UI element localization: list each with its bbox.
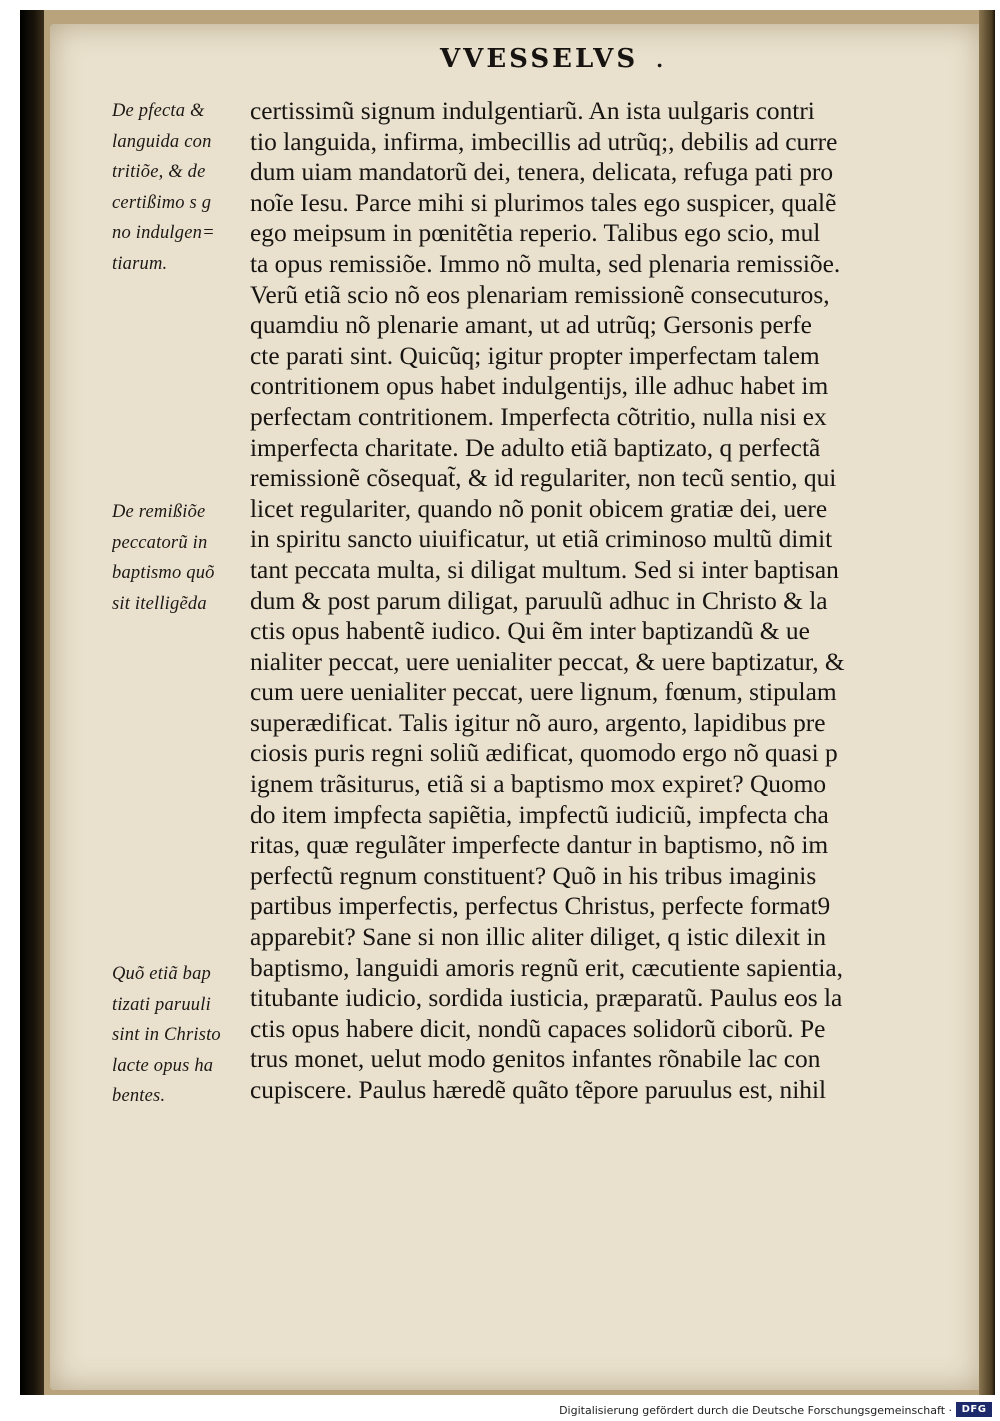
margin-note-remissio	[112, 497, 252, 619]
text-line: ritas, quæ regulãter imperfecte dantur in baptismo, nõ im	[250, 831, 829, 860]
text-line: ciosis puris regni soliũ ædificat, quomodo ergo nõ quasi p	[250, 739, 838, 768]
text-line: perfectũ regnum constituent? Quõ in his tribus imaginis	[250, 861, 817, 890]
text-line: trus monet, uelut modo genitos infantes rõnabile lac con	[250, 1045, 821, 1074]
text-line: noĩe Iesu. Parce mihi si plurimos tales ego suspicer, qualẽ	[250, 188, 837, 217]
margin-note-perfecta	[112, 96, 252, 280]
text-line: certissimũ signum indulgentiarũ. An ista uulgaris contri	[250, 97, 815, 125]
text-line: tant peccata multa, si diligat multum. Sed si inter baptisan	[250, 555, 839, 584]
running-head-mark: .	[656, 48, 667, 72]
text-line: quamdiu nõ plenarie amant, ut ad utrũq; Gersonis perfe	[250, 311, 812, 340]
text-line: cum uere uenialiter peccat, uere lignum, fœnum, stipulam	[250, 678, 837, 707]
text-line: ctis opus habentẽ iudico. Qui ẽm inter baptizandũ & ue	[250, 617, 810, 646]
text-line: perfectam contritionem. Imperfecta cõtritio, nulla nisi ex	[250, 402, 827, 431]
text-line: in spiritu sancto uiuificatur, ut etiã criminoso multũ dimit	[250, 525, 833, 554]
margin-note-line: certißimo s g	[112, 192, 212, 213]
margin-note-line: tritiõe, & de	[112, 162, 206, 183]
text-line: contritionem opus habet indulgentijs, ille adhuc habet im	[250, 372, 829, 401]
text-line: titubante iudicio, sordida iusticia, præparatũ. Paulus eos la	[250, 984, 843, 1013]
text-line: ego meipsum in pœnitẽtia reperio. Talibus ego scio, mul	[250, 219, 821, 248]
margin-note-baptizati	[112, 959, 252, 1112]
margin-note-line: tiarum.	[112, 253, 168, 274]
binding-shadow	[20, 10, 44, 1395]
dfg-logo: DFG	[956, 1402, 992, 1417]
page-edge	[979, 10, 995, 1395]
running-head-title: VVESSELVS	[440, 44, 639, 74]
text-line: Verũ etiã scio nõ eos plenariam remissionẽ consecuturos,	[250, 280, 830, 309]
text-line: ta opus remissiõe. Immo nõ multa, sed plenaria remissiõe.	[250, 249, 841, 278]
text-line: apparebit? Sane si non illic aliter diliget, q istic dilexit in	[250, 923, 827, 952]
text-line: remissionẽ cõsequat̃, & id regulariter, non tecũ sentio, qui	[250, 464, 837, 493]
text-line: nialiter peccat, uere uenialiter peccat, & uere baptizatur, &	[250, 647, 845, 676]
text-line: imperfecta charitate. De adulto etiã baptizato, q perfectã	[250, 433, 821, 462]
text-line: ctis opus habere dicit, nondũ capaces solidorũ ciborũ. Pe	[250, 1014, 826, 1043]
margin-note-line: peccatorũ in	[112, 532, 208, 553]
text-line: superædificat. Talis igitur nõ auro, argento, lapidibus pre	[250, 708, 826, 737]
text-line: dum & post parum diligat, paruulũ adhuc in Christo & la	[250, 586, 828, 615]
text-line: baptismo, languidi amoris regnũ erit, cæcutiente sapientia,	[250, 953, 843, 982]
margin-note-line: sit itelligẽda	[112, 593, 207, 614]
funding-credit: Digitalisierung gefördert durch die Deutsche Forschungsgemeinschaft ·	[559, 1404, 952, 1417]
text-line: tio languida, infirma, imbecillis ad utrũq;, debilis ad curre	[250, 127, 838, 156]
margin-note-line: De pfecta &	[112, 101, 205, 121]
text-line: cupiscere. Paulus hæredẽ quãto tẽpore paruulus est, nihil	[250, 1076, 827, 1104]
margin-note-line: lacte opus ha	[112, 1055, 214, 1076]
body-text	[250, 96, 940, 1106]
text-line: do item impfecta sapiẽtia, impfectũ iudiciũ, impfecta cha	[250, 800, 829, 829]
footer-bar	[0, 1399, 1000, 1421]
text-line: licet regulariter, quando nõ ponit obicem gratiæ dei, uere	[250, 494, 828, 523]
margin-note-line: De remißiõe	[112, 502, 206, 522]
margin-note-line: sint in Christo	[112, 1025, 221, 1046]
margin-note-line: languida con	[112, 131, 212, 152]
text-line: ignem trãsiturus, etiã si a baptismo mox expiret? Quomo	[250, 770, 827, 799]
margin-note-line: bentes.	[112, 1086, 166, 1107]
text-line: partibus imperfectis, perfectus Christus, perfecte format9	[250, 892, 831, 921]
margin-note-line: no indulgen=	[112, 223, 215, 244]
margin-note-line: baptismo quõ	[112, 563, 215, 584]
running-head	[440, 44, 740, 74]
text-line: cte parati sint. Quicũq; igitur propter imperfectam talem	[250, 341, 820, 370]
margin-note-line: tizati paruuli	[112, 994, 211, 1015]
margin-note-line: Quõ etiã bap	[112, 964, 212, 984]
text-line: dum uiam mandatorũ dei, tenera, delicata, refuga pati pro	[250, 158, 834, 187]
